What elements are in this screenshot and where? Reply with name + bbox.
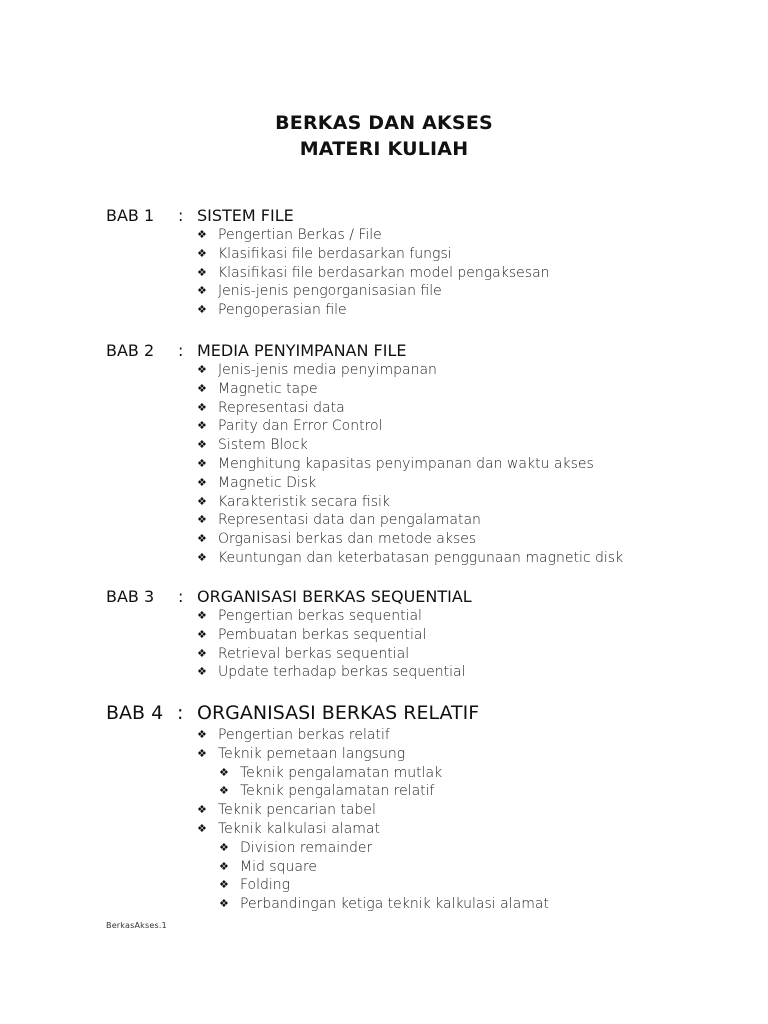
list-item-text: Pengertian berkas relatif [218, 727, 390, 743]
bullet-icon: ❖ [197, 419, 207, 433]
sub-list-item [0, 764, 768, 783]
list-item-text: Karakteristik secara fisik [218, 493, 391, 510]
bullet-icon: ❖ [197, 550, 207, 564]
bullet-icon: ❖ [219, 840, 229, 854]
list-item-text: Division remainder [240, 839, 373, 856]
list-item-text: Pengoperasian file [218, 302, 347, 319]
bullet-icon: ❖ [197, 513, 207, 527]
list-item-text: Teknik pemetaan langsung [218, 745, 406, 762]
list-item [0, 282, 768, 301]
list-item [0, 264, 768, 283]
list-item-text: Sistem Block [218, 437, 308, 454]
bullet-icon: ❖ [219, 784, 229, 798]
list-item [0, 226, 768, 245]
sub-list-item [0, 782, 768, 801]
list-item-text: Teknik pengalamatan relatif [240, 783, 435, 800]
list-item [0, 245, 768, 264]
bullet-icon: ❖ [197, 627, 207, 641]
bullet-icon: ❖ [197, 821, 207, 835]
bullet-icon: ❖ [197, 400, 207, 414]
list-item [0, 511, 768, 530]
bullet-icon: ❖ [197, 646, 207, 660]
list-item [0, 801, 768, 820]
chapter-heading [0, 587, 768, 607]
bullet-icon: ❖ [219, 897, 229, 911]
list-item-text: Teknik kalkulasi alamat [218, 820, 380, 837]
sub-list-item [0, 876, 768, 895]
bullet-icon: ❖ [197, 609, 207, 622]
document-subtitle: MATERI KULIAH [299, 138, 469, 160]
sub-list-item [0, 858, 768, 877]
list-item-text: Representasi data dan pengalamatan [218, 512, 481, 529]
bullet-icon: ❖ [197, 381, 207, 395]
chapter-bab-4 [0, 702, 768, 914]
list-item [0, 726, 768, 745]
list-item [0, 380, 768, 399]
chapter-colon: : [178, 587, 184, 606]
list-item-text: Perbandingan ketiga teknik kalkulasi alamat [240, 896, 549, 913]
bullet-icon: ❖ [197, 265, 207, 279]
list-item-text: Magnetic Disk [218, 474, 317, 491]
list-item-text: Jenis-jenis pengorganisasian file [218, 283, 442, 300]
list-item-text: Folding [240, 877, 291, 894]
list-item-text: Teknik pencarian tabel [218, 802, 376, 819]
list-item [0, 626, 768, 645]
list-item-text: Pengertian berkas sequential [218, 608, 422, 624]
list-item-text: Keuntungan dan keterbatasan penggunaan magnetic disk [218, 549, 624, 566]
document-title: BERKAS DAN AKSES [275, 112, 493, 134]
list-item-text: Jenis-jenis media penyimpanan [218, 362, 437, 378]
chapter-bab-2 [0, 341, 768, 568]
chapter-bab-3 [0, 587, 768, 682]
list-item [0, 417, 768, 436]
list-item [0, 607, 768, 626]
chapter-colon: : [177, 702, 184, 724]
bullet-icon: ❖ [197, 363, 207, 376]
list-item [0, 549, 768, 568]
list-item-text: Pengertian Berkas / File [218, 227, 382, 243]
list-item [0, 301, 768, 320]
list-item-text: Parity dan Error Control [218, 418, 383, 435]
chapter-title: SISTEM FILE [197, 206, 294, 225]
list-item-text: Teknik pengalamatan mutlak [240, 764, 443, 781]
list-item-text: Pembuatan berkas sequential [218, 626, 427, 643]
chapter-title: ORGANISASI BERKAS RELATIF [197, 702, 480, 724]
bullet-icon: ❖ [197, 475, 207, 489]
bullet-icon: ❖ [197, 284, 207, 298]
list-item [0, 436, 768, 455]
list-item [0, 474, 768, 493]
bullet-icon: ❖ [219, 859, 229, 873]
bullet-icon: ❖ [197, 665, 207, 679]
list-item [0, 663, 768, 682]
bullet-icon: ❖ [197, 246, 207, 260]
chapter-number: BAB 1 [106, 206, 155, 225]
page-footer: BerkasAkses.1 [106, 921, 167, 930]
list-item [0, 455, 768, 474]
list-item-text: Organisasi berkas dan metode akses [218, 531, 477, 548]
chapter-number: BAB 3 [106, 587, 155, 606]
list-item [0, 530, 768, 549]
list-item [0, 645, 768, 664]
sub-list-item [0, 895, 768, 914]
topic-list [0, 226, 768, 320]
bullet-icon: ❖ [197, 456, 207, 470]
bullet-icon: ❖ [219, 765, 229, 779]
chapter-colon: : [178, 206, 184, 225]
bullet-icon: ❖ [197, 494, 207, 508]
list-item-text: Menghitung kapasitas penyimpanan dan waktu akses [218, 455, 594, 472]
list-item-text: Magnetic tape [218, 380, 318, 397]
chapter-heading [0, 702, 768, 726]
list-item-text: Retrieval berkas sequential [218, 645, 410, 662]
list-item-text: Update terhadap berkas sequential [218, 664, 466, 681]
bullet-icon: ❖ [197, 228, 207, 241]
chapter-bab-1 [0, 206, 768, 320]
list-item-text: Mid square [240, 858, 317, 875]
bullet-icon: ❖ [197, 803, 207, 817]
bullet-icon: ❖ [197, 728, 207, 741]
list-item [0, 361, 768, 380]
list-item [0, 820, 768, 839]
bullet-icon: ❖ [197, 438, 207, 452]
chapter-colon: : [178, 341, 184, 360]
sub-list-item [0, 839, 768, 858]
chapter-title: ORGANISASI BERKAS SEQUENTIAL [197, 587, 472, 606]
chapter-number: BAB 2 [106, 341, 155, 360]
list-item [0, 745, 768, 764]
chapter-title: MEDIA PENYIMPANAN FILE [197, 341, 407, 360]
bullet-icon: ❖ [197, 532, 207, 546]
chapter-number: BAB 4 [106, 702, 164, 724]
chapter-heading [0, 341, 768, 361]
topic-list [0, 726, 768, 914]
list-item-text: Klasifikasi file berdasarkan fungsi [218, 245, 452, 262]
chapter-heading [0, 206, 768, 226]
topic-list [0, 607, 768, 682]
list-item-text: Klasifikasi file berdasarkan model pengaksesan [218, 264, 550, 281]
list-item [0, 493, 768, 512]
bullet-icon: ❖ [197, 303, 207, 317]
bullet-icon: ❖ [219, 878, 229, 892]
bullet-icon: ❖ [197, 746, 207, 760]
list-item-text: Representasi data [218, 399, 345, 416]
list-item [0, 399, 768, 418]
topic-list [0, 361, 768, 568]
